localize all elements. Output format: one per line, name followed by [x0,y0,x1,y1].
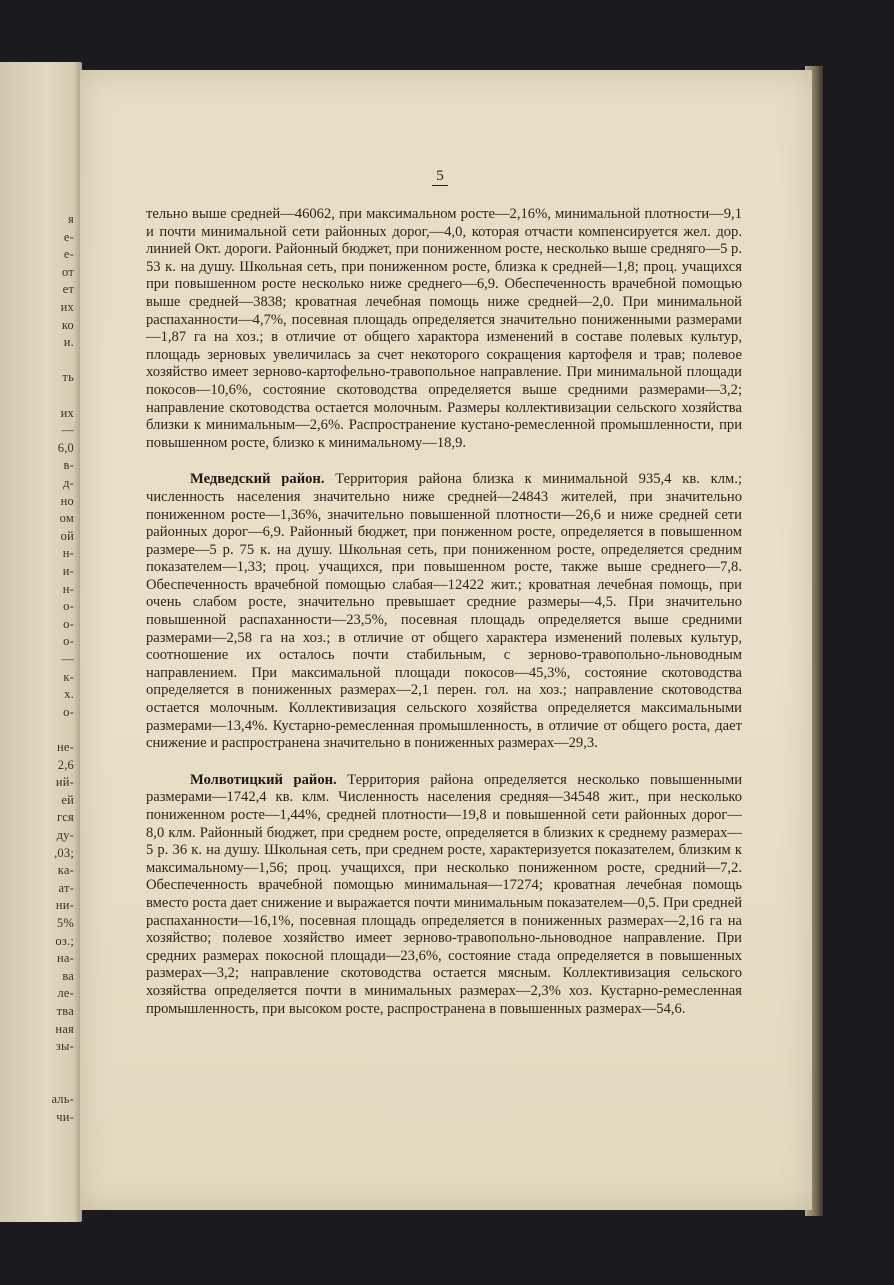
left-page-line-fragment: их [60,405,74,420]
left-page-line-fragment: х. [64,687,74,702]
paragraph-1 [146,206,742,452]
left-page-line-fragment: 2,6 [57,757,74,772]
left-page-line-fragment: оз.; [55,933,74,948]
left-page-line-fragment: ет [62,282,74,297]
paragraph-3 [146,772,742,1018]
left-page-line-fragment: ду- [56,828,74,842]
previous-page-edge [0,62,82,1222]
left-page-line-fragment: на- [56,951,74,966]
left-page-line-fragment: тва [56,1004,74,1018]
left-page-line-fragment: н- [62,581,74,596]
left-page-line-fragment: я [68,212,74,226]
left-page-line-fragment: зы- [55,1039,74,1054]
left-page-line-fragment: чи- [56,1109,74,1124]
left-page-line-fragment: о- [63,616,74,631]
left-page-line-fragment: не- [56,740,74,754]
left-page-line-fragment: ная [55,1021,74,1036]
left-page-line-fragment: к- [63,669,74,684]
left-page-line-fragment: их [60,300,74,314]
left-page-line-fragment: ни- [55,898,74,913]
left-page-line-fragment: о- [63,599,74,614]
left-page-line-fragment: е- [63,229,74,244]
left-page-line-fragment: но [60,493,74,508]
left-page-line-fragment: ий- [55,775,74,790]
left-page-line-fragment: ой [60,528,74,543]
left-page-line-fragment: ть [62,370,74,385]
left-page-line-fragment: е- [63,247,74,262]
left-page-line-fragment: гся [56,810,74,825]
left-page-line-fragment: ом [59,511,74,526]
paragraph-text: Территория района определяется несколько повышенными размерами—1742,4 кв. клм. Численность населения средняя—34548 жит., при несколько пониженном росте—1,44%, средней плотности—19,8 и повышенной сети районных дорог—8,0 клм. Районный бюджет, при среднем росте, определяется в близких к среднему размерах—5 р. 36 к. на душу. Школьная сеть, при среднем росте, характеризуется показателем, близким к максимальному—1,56; проц. учащихся, при несколько пониженном росте, средний—7,2. Обеспеченность врачебной помощью минимальная—17274; кроватная лечебная помощь вместо роста дает снижение и выражается почти минимальным показателем—0,5. При средней распаханности—16,1%, посевная площадь определяется в пониженных размерах—2,16 га на хозяйство; полевое хозяйство имеет зерново-травопольно-льноводное направление. При средних размерах покосной площади—23,6%, состояние стада определяется в повышенных размерах—3,2; направление скотоводства остается мясным. Коллективизация сельского хозяйства определяется почти в минимальных размерах—2,3% хоз. Кустарно-ремесленная промышленность, при высоком росте, распространена в повышенных размерах—54,6. [146,771,743,1017]
left-page-line-fragment: о- [63,704,74,719]
left-page-line-fragment: ей [61,792,74,807]
left-page-line-fragment: и. [63,335,74,350]
section-heading: Медведский район. [190,471,325,488]
body-text [146,206,742,1018]
paragraph-text: тельно выше средней—46062, при максимальном росте—2,16%, минимальной плотности—9,1 и почти минимальной сети районных дорог,—4,0, которая отчасти компенсируется жел. дор. линией Окт. дороги. Районный бюджет, при пониженном росте, несколько выше средняго—5 р. 53 к. на душу. Школьная сеть, при пониженном росте, близка к средней—1,8; проц. учащихся при повышенном росте несколько ниже среднего—6,9. Обеспеченность врачебной помощью выше средней—3838; кроватная лечебная помощь ниже средней—2,0. При минимальной распаханности—4,7%, посевная площадь определяется значительно пониженными размерами—1,87 га на хоз.; в отличие от общего характора изменений в составе полевых культур, площадь зерновых увеличилась за счет некоторого сокращения картофеля и трав; полевое хозяйство имеет зерново-картофельно-травопольное направление. При минимальной площади покосов—10,6%, состояние скотоводства определяется выше средними размерами—3,2; направление скотоводства остается молочным. Размеры коллективизации сельского хозяйства близки к минимальным—2,6%. Распространение кустано-ремесленной промышленности, при повышенном росте, близко к минимальному—18,9. [146,206,742,451]
left-page-line-fragment: д- [63,476,74,490]
left-page-line-fragment: ат- [58,880,74,895]
left-page-line-fragment: — [61,652,74,666]
left-page-line-fragment: ва [62,968,74,983]
left-page-line-fragment: от [62,264,74,279]
left-page-line-fragment: ка- [57,863,74,878]
left-page-line-fragment: — [61,423,74,438]
paragraph-text: Территория района близка к минимальной 935,4 кв. клм.; численность населения значительно ниже средней—24843 жителей, при значительно пониженном росте—1,36%, значительно повышенной плотности—26,6 и ниже средней сети районных дорог—6,9. Районный бюджет, при понженном росте, определяется в повышенном размере—5 р. 75 к. на душу. Школьная сеть, при пониженном росте, определяется средним показателем—1,33; проц. учащихся, при повышенном росте, также выше среднего—7,8. Обеспеченность врачебной помощью слабая—12422 жит.; кроватная лечебная помощь, при очень слабом росте, значительно превышает средние размеры—4,5. При значительно повышенной распаханности—23,5%, посевная площадь определяется выше средними размерами—2,58 га на хоз.; в отличие от общего характера изменений полевых культур, соотношение их осталось почти стабильным, с зерново-травопольно-льноводным направлением. При максимальной площади покосов—45,3%, состояние скотоводства определяется в пониженных размерах—2,1 перен. гол. на хоз.; направление скотоводства остается молочным. Коллективизация сельского хозяйства определяется максимальными размерами—13,4%. Кустарно-ремесленная промышленность, в отличие от общего роста, дает снижение и распространена значительно в пониженных размерах—29,3. [146,471,742,752]
paragraph-2 [146,471,742,753]
left-page-line-fragment: в- [63,458,74,473]
section-heading: Молвотицкий район. [190,771,337,788]
left-page-line-fragment: ко [61,317,74,332]
left-page-line-fragment: н- [62,546,74,561]
left-page-line-fragment: 6,0 [57,440,74,455]
left-page-line-fragment: аль- [51,1092,74,1106]
left-page-line-fragment: 5% [56,916,74,930]
left-page-line-fragment: и- [62,564,74,578]
left-page-line-fragment: ,03; [54,845,74,860]
left-page-line-fragment: о- [63,634,74,649]
page-number: 5 [432,168,448,186]
left-page-line-fragment: ле- [57,986,74,1001]
